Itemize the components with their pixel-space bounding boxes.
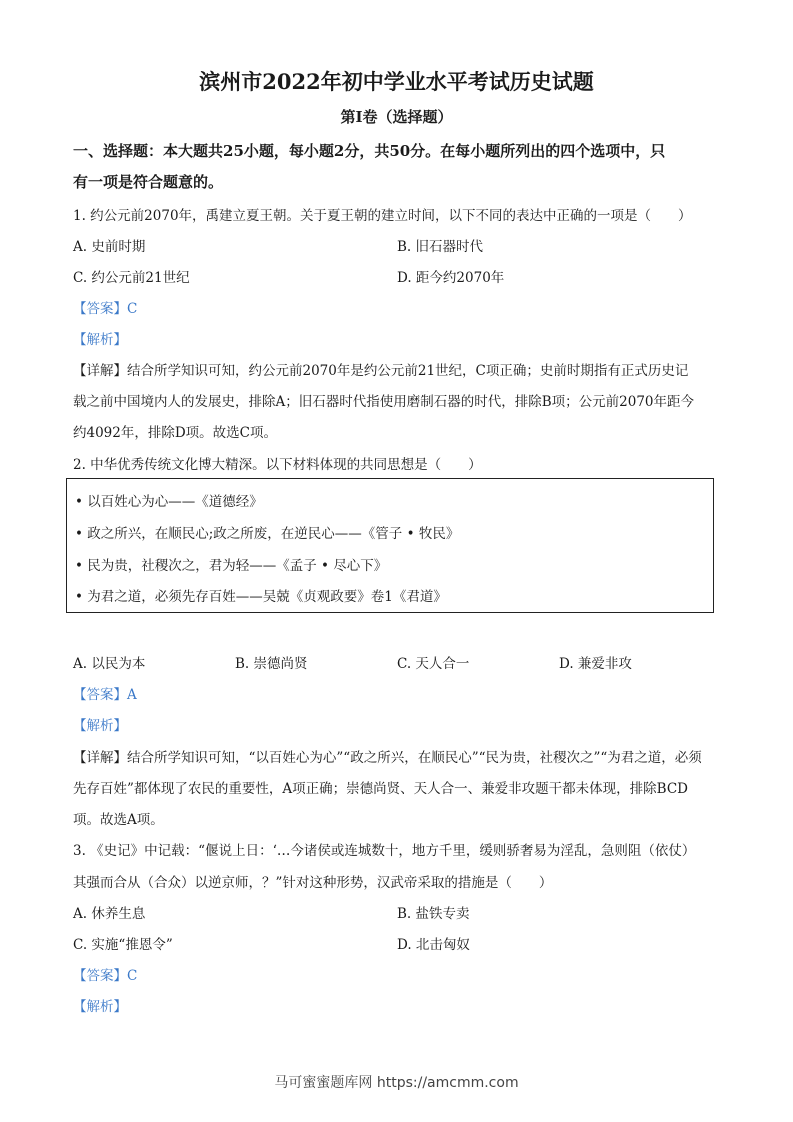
q2-analysis-label: 【解析】 bbox=[73, 718, 127, 734]
q2-material-line-4: • 为君之道，必须先存百姓——吴兢《贞观政要》卷1《君道》 bbox=[75, 589, 447, 605]
q2-material-line-3: • 民为贵，社稷次之，君为轻——《孟子 • 尽心下》 bbox=[75, 558, 388, 574]
q3-option-c: C. 实施“推恩令” bbox=[73, 937, 173, 953]
q2-option-d: D. 兼爱非攻 bbox=[559, 656, 632, 672]
q1-detail-line-2: 载之前中国境内人的发展史，排除A；旧石器时代指使用磨制石器的时代，排除B项；公元前2070年距今 bbox=[73, 394, 695, 410]
q3-answer: 【答案】C bbox=[73, 968, 138, 984]
q1-option-b: B. 旧石器时代 bbox=[397, 239, 484, 255]
q3-analysis-label: 【解析】 bbox=[73, 999, 127, 1015]
section-instructions-line-1: 一、选择题：本大题共25小题，每小题2分，共50分。在每小题所列出的四个选项中，只 bbox=[73, 142, 666, 160]
page-footer-watermark: 马可蜜蜜题库网 https://amcmm.com bbox=[274, 1075, 519, 1091]
q1-option-a: A. 史前时期 bbox=[73, 239, 146, 255]
q1-option-d: D. 距今约2070年 bbox=[397, 270, 505, 286]
q2-stem: 2. 中华优秀传统文化博大精深。以下材料体现的共同思想是（ ） bbox=[73, 457, 482, 473]
q2-answer: 【答案】A bbox=[73, 687, 137, 703]
section-instructions-line-2: 有一项是符合题意的。 bbox=[73, 173, 224, 191]
q3-option-b: B. 盐铁专卖 bbox=[397, 906, 470, 922]
q2-option-c: C. 天人合一 bbox=[397, 656, 470, 672]
q1-answer: 【答案】C bbox=[73, 301, 138, 317]
q1-stem: 1. 约公元前2070年，禹建立夏王朝。关于夏王朝的建立时间，以下不同的表达中正确的一项是（ ） bbox=[73, 208, 692, 224]
q3-option-a: A. 休养生息 bbox=[73, 906, 146, 922]
q3-option-d: D. 北击匈奴 bbox=[397, 937, 470, 953]
q1-option-c: C. 约公元前21世纪 bbox=[73, 270, 190, 286]
q2-detail-line-3: 项。故选A项。 bbox=[73, 812, 164, 828]
q2-option-a: A. 以民为本 bbox=[73, 656, 146, 672]
q2-material-line-1: • 以百姓心为心——《道德经》 bbox=[75, 494, 263, 510]
q3-stem-line-2: 其强而合从（合众）以逆京师，？”针对这种形势，汉武帝采取的措施是（ ） bbox=[73, 875, 553, 891]
q2-detail-line-2: 先存百姓”都体现了农民的重要性，A项正确；崇德尚贤、天人合一、兼爱非攻题干都未体现，排除BCD bbox=[73, 781, 688, 797]
q2-option-b: B. 崇德尚贤 bbox=[235, 656, 308, 672]
page-title: 滨州市2022年初中学业水平考试历史试题 bbox=[199, 69, 594, 94]
q1-detail-line-3: 约4092年，排除D项。故选C项。 bbox=[73, 425, 278, 441]
q1-analysis-label: 【解析】 bbox=[73, 332, 127, 348]
q2-material-line-2: • 政之所兴，在顺民心;政之所废，在逆民心——《管子 • 牧民》 bbox=[75, 526, 460, 542]
page-subtitle: 第Ⅰ卷（选择题） bbox=[340, 108, 453, 126]
q1-detail-line-1: 【详解】结合所学知识可知，约公元前2070年是约公元前21世纪，C项正确；史前时期指有正式历史记 bbox=[73, 363, 689, 379]
q3-stem-line-1: 3. 《史记》中记载：“偃说上日：‘…今诸侯或连城数十，地方千里，缓则骄奢易为淫乱，急则阻（依仗） bbox=[73, 843, 696, 859]
q2-material-box bbox=[66, 478, 714, 613]
q2-detail-line-1: 【详解】结合所学知识可知，“以百姓心为心”“政之所兴，在顺民心”“民为贵，社稷次之”“为君之道，必须 bbox=[73, 750, 702, 766]
